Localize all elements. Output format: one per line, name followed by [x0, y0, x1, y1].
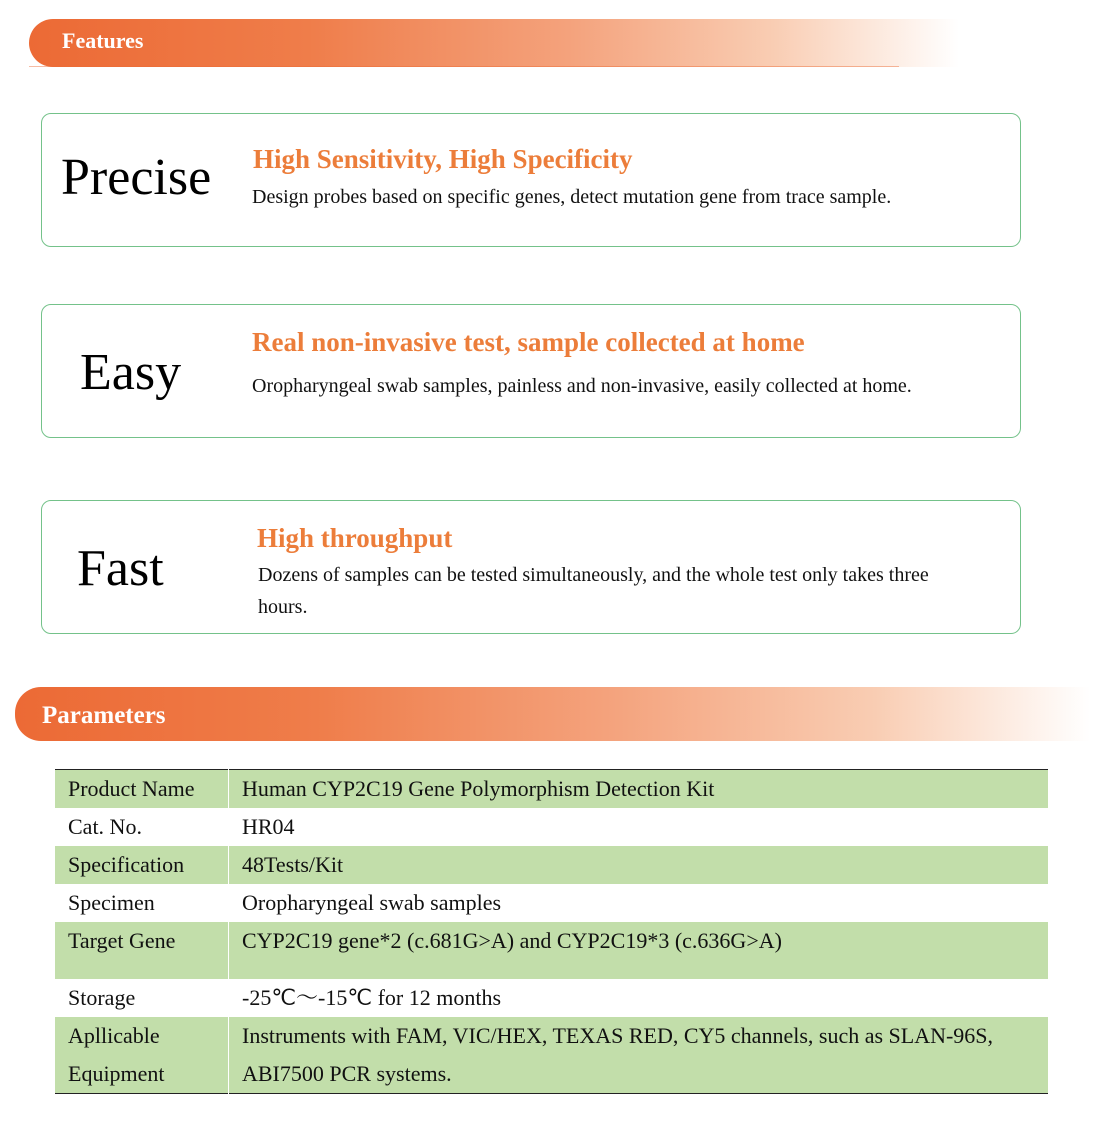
feature-card-precise: [41, 113, 1021, 247]
feature-card-fast: [41, 500, 1021, 634]
param-label: Specimen: [55, 884, 229, 922]
table-row: [55, 922, 1048, 979]
parameters-section-header: [15, 687, 1090, 741]
param-value: Human CYP2C19 Gene Polymorphism Detection Kit: [229, 770, 1049, 809]
feature-keyword: Easy: [80, 344, 182, 401]
features-header-underline: [29, 66, 899, 67]
table-row: [55, 979, 1048, 1017]
feature-heading: High Sensitivity, High Specificity: [253, 144, 633, 174]
param-label: Cat. No.: [55, 808, 229, 846]
table-row: [55, 846, 1048, 884]
parameters-section-title: Parameters: [42, 702, 166, 729]
param-value: Oropharyngeal swab samples: [229, 884, 1049, 922]
feature-description: Oropharyngeal swab samples, painless and non-invasive, easily collected at home.: [252, 375, 912, 397]
param-value: CYP2C19 gene*2 (c.681G>A) and CYP2C19*3 (c.636G>A): [229, 922, 1049, 979]
features-section-title: Features: [62, 28, 144, 53]
parameters-table: [55, 769, 1048, 1094]
feature-keyword: Fast: [77, 540, 164, 597]
param-label: Target Gene: [55, 922, 229, 979]
param-label: Apllicable Equipment: [55, 1017, 229, 1094]
feature-heading: High throughput: [257, 523, 453, 553]
table-row: [55, 770, 1048, 809]
table-row: [55, 1017, 1048, 1094]
table-row: [55, 884, 1048, 922]
feature-description: Design probes based on specific genes, detect mutation gene from trace sample.: [252, 186, 892, 208]
param-value: HR04: [229, 808, 1049, 846]
param-label: Specification: [55, 846, 229, 884]
param-label: Product Name: [55, 770, 229, 809]
table-row: [55, 808, 1048, 846]
param-value: 48Tests/Kit: [229, 846, 1049, 884]
param-label: Storage: [55, 979, 229, 1017]
feature-keyword: Precise: [61, 149, 212, 206]
feature-card-easy: [41, 304, 1021, 438]
feature-heading: Real non-invasive test, sample collected at home: [252, 327, 805, 357]
param-value: Instruments with FAM, VIC/HEX, TEXAS RED, CY5 channels, such as SLAN-96S, ABI7500 PCR systems.: [229, 1017, 1049, 1094]
param-value: -25℃～-15℃ for 12 months: [229, 979, 1049, 1017]
feature-description: Dozens of samples can be tested simultaneously, and the whole test only takes three hours.: [258, 564, 929, 618]
features-section-header: [29, 19, 959, 67]
